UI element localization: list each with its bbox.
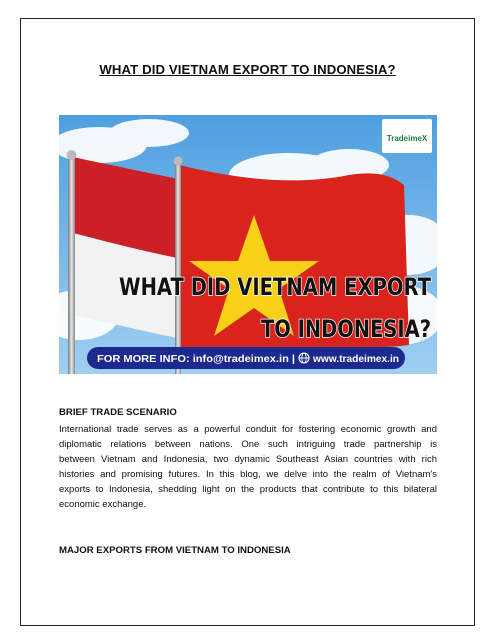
paragraph-line: exports to Indonesia, shedding light on the products that contribute to this bilateral [59, 483, 437, 495]
paragraph-line: International trade serves as a powerful conduit for fostering economic growth and [59, 424, 437, 435]
tradeimex-logo [382, 119, 432, 153]
svg-text:TradeimeX: TradeimeX [386, 134, 428, 143]
section-paragraph [59, 423, 437, 512]
info-bar-url: www.tradeimex.in [312, 353, 399, 365]
indonesia-flag [73, 157, 189, 340]
page-title: WHAT DID VIETNAM EXPORT TO INDONESIA? [99, 62, 396, 77]
info-bar-text: FOR MORE INFO: info@tradeimex.in | [97, 353, 296, 365]
paragraph-line: histories and promising futures. In this blog, we delve into the realm of Vietnam's [59, 468, 437, 480]
section-heading-brief-trade: BRIEF TRADE SCENARIO [59, 407, 177, 418]
section-heading-major-exports: MAJOR EXPORTS FROM VIETNAM TO INDONESIA [59, 545, 291, 556]
paragraph-line: between Vietnam and Indonesia, two dynamic Southeast Asian countries with rich [59, 453, 437, 465]
flagpole-left [68, 155, 75, 374]
document-page [20, 18, 475, 626]
paragraph-line: economic exchange. [59, 498, 147, 510]
banner-image [59, 115, 437, 374]
banner-headline-line2: TO INDONESIA? [261, 315, 431, 343]
banner-headline-line1: WHAT DID VIETNAM EXPORT [119, 273, 432, 301]
paragraph-line: diplomatic relations between nations. One such intriguing trade partnership is [59, 438, 437, 450]
flagpole-right [175, 161, 181, 374]
